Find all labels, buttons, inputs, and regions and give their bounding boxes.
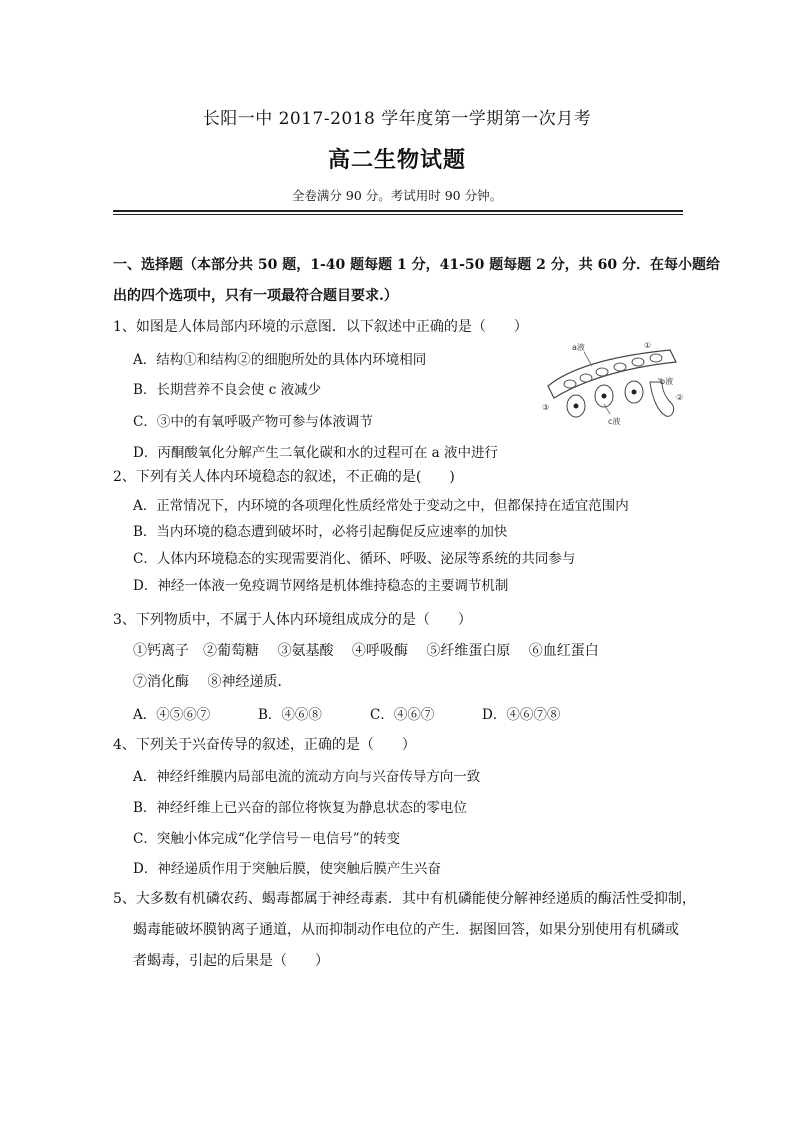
q3-items-line2: ⑦消化酶 ⑧神经递质． bbox=[133, 674, 292, 690]
q3-stem: 3、下列物质中，不属于人体内环境组成成分的是（ ） bbox=[113, 612, 472, 628]
q1-tissue-diagram bbox=[540, 338, 686, 430]
q3-option-b: B．④⑥⑧ bbox=[258, 707, 322, 723]
q3-option-a: A．④⑤⑥⑦ bbox=[133, 707, 211, 723]
q5-stem-line3: 者蝎毒，引起的后果是（ ） bbox=[133, 953, 329, 969]
section-heading-line1: 一、选择题（本部分共 50 题，1-40 题每题 1 分，41-50 题每题 2 分，共 60 分．在每小题给 bbox=[113, 257, 720, 273]
header-rule-thick bbox=[113, 210, 683, 212]
label-b: b液 bbox=[660, 377, 674, 386]
q2-option-a: A．正常情况下，内环境的各项理化性质经常处于变动之中，但都保持在适宜范围内 bbox=[133, 498, 629, 514]
subject-title: 高二生物试题 bbox=[327, 147, 466, 173]
section-heading-line2: 出的四个选项中，只有一项最符合题目要求.） bbox=[113, 288, 398, 304]
label-a: a液 bbox=[572, 343, 585, 352]
q1-option-a: A．结构①和结构②的细胞所处的具体内环境相同 bbox=[133, 352, 427, 368]
label-c: c液 bbox=[608, 417, 621, 426]
label-1: ① bbox=[644, 341, 652, 350]
exam-note: 全卷满分 90 分。考试用时 90 分钟。 bbox=[291, 188, 503, 203]
q4-stem: 4、下列关于兴奋传导的叙述，正确的是（ ） bbox=[113, 737, 416, 753]
q4-option-c: C．突触小体完成“化学信号－电信号”的转变 bbox=[133, 831, 401, 847]
q4-option-d: D．神经递质作用于突触后膜，使突触后膜产生兴奋 bbox=[133, 861, 441, 877]
q1-stem: 1、如图是人体局部内环境的示意图．以下叙述中正确的是（ ） bbox=[113, 319, 528, 335]
label-2: ② bbox=[676, 393, 684, 402]
q3-items-line1: ①钙离子 ②葡萄糖 ③氨基酸 ④呼吸酶 ⑤纤维蛋白原 ⑥血红蛋白 bbox=[133, 643, 599, 659]
q5-stem-line2: 蝎毒能破坏膜钠离子通道，从而抑制动作电位的产生．据图回答，如果分别使用有机磷或 bbox=[133, 922, 679, 938]
q4-option-b: B．神经纤维上已兴奋的部位将恢复为静息状态的零电位 bbox=[133, 800, 467, 816]
q1-option-d: D．丙酮酸氧化分解产生二氧化碳和水的过程可在 a 液中进行 bbox=[133, 445, 498, 461]
q5-stem-line1: 5、大多数有机磷农药、蝎毒都属于神经毒素．其中有机磷能使分解神经递质的酶活性受抑制， bbox=[113, 891, 696, 907]
q3-option-d: D．④⑥⑦⑧ bbox=[482, 707, 561, 723]
header-rule-thin bbox=[113, 214, 683, 215]
q2-option-d: D．神经一体液一免疫调节网络是机体维持稳态的主要调节机制 bbox=[133, 578, 509, 594]
label-3: ③ bbox=[542, 403, 550, 412]
q3-option-c: C．④⑥⑦ bbox=[370, 707, 435, 723]
q1-option-c: C．③中的有氧呼吸产物可参与体液调节 bbox=[133, 414, 373, 430]
q1-option-b: B．长期营养不良会使 c 液减少 bbox=[133, 382, 322, 398]
q2-option-c: C．人体内环境稳态的实现需要消化、循环、呼吸、泌尿等系统的共同参与 bbox=[133, 551, 576, 567]
exam-title: 长阳一中 2017-2018 学年度第一学期第一次月考 bbox=[202, 109, 592, 129]
q4-option-a: A．神经纤维膜内局部电流的流动方向与兴奋传导方向一致 bbox=[133, 769, 481, 785]
q2-option-b: B．当内环境的稳态遭到破坏时，必将引起酶促反应速率的加快 bbox=[133, 524, 508, 540]
q2-stem: 2、下列有关人体内环境稳态的叙述，不正确的是( ) bbox=[113, 469, 455, 485]
